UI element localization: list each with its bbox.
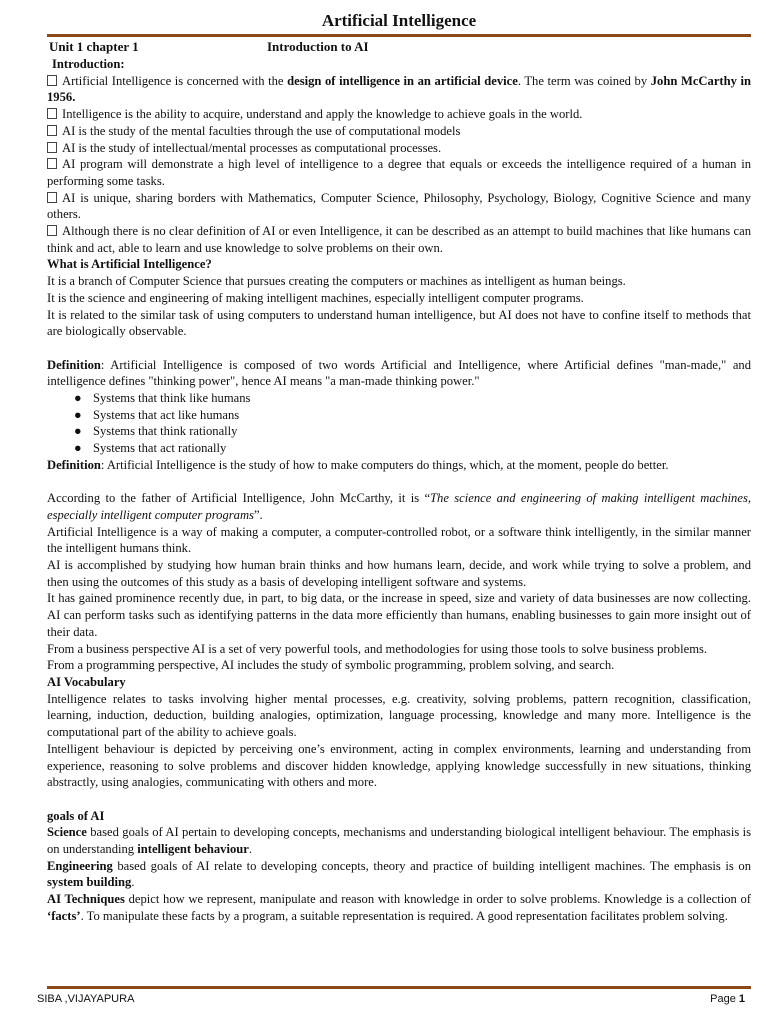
intro-bullet: AI is unique, sharing borders with Mathematics, Computer Science, Philosophy, Psychology, Biology, Cognitive Science and many others. [47,190,751,222]
document-body [47,56,751,925]
list-item: ● Systems that think like humans [74,391,251,406]
mccarthy-paragraph: According to the father of Artificial Intelligence, John McCarthy, it is “The science and engineering of making intelligent machines, especially intelligent computer programs”. [47,491,751,522]
paragraph: Artificial Intelligence is a way of making a computer, a computer-controlled robot, or a software think intelligently, in the similar manner the intelligent humans think. [47,524,751,556]
list-item: ● Systems that act like humans [74,407,240,422]
paragraph: It is a branch of Computer Science that pursues creating the computers or machines as intelligent as human beings. [47,274,626,289]
unit-label: Unit 1 chapter 1 [49,39,139,54]
checkbox-glyph-icon [47,125,57,136]
bullet-icon: ● [74,424,82,439]
bullet-icon: ● [74,407,82,422]
checkbox-glyph-icon [47,142,57,153]
intro-bullet: AI is the study of the mental faculties through the use of computational models [47,123,751,140]
spacer [47,340,751,357]
goals-heading: goals of AI [47,808,105,823]
science-paragraph: Science based goals of AI pertain to developing concepts, mechanisms and understanding biological intelligent behaviour. The emphasis is on understanding intelligent behaviour. [47,825,751,856]
paragraph: Intelligence relates to tasks involving higher mental processes, e.g. creativity, solving problems, pattern recognition, classification, learning, induction, deduction, building analogies, optimization, language processing, knowledge and many more. Intelligence is the computational part of the ability to achieve goals. [47,691,751,740]
paragraph: Intelligent behaviour is depicted by perceiving one’s environment, acting in complex environments, learning and understanding from experience, reasoning to solve problems and discover hidden knowledge, applying knowledge successfully in new situations, thinking abstractly, using analogies, communicating with others and more. [47,741,751,790]
footer-institution: SIBA ,VIJAYAPURA [37,993,135,1005]
list-item: ● Systems that act rationally [74,441,227,456]
definition-paragraph: Definition: Artificial Intelligence is the study of how to make computers do things, which, at the moment, people do better. [47,457,669,472]
paragraph: AI is accomplished by studying how human brain thinks and how humans learn, decide, and work while trying to solve a problem, and then using the outcomes of this study as a basis of developing intelligent software and systems. [47,558,751,589]
document-title: Artificial Intelligence [321,11,477,30]
chapter-title: Introduction to AI [267,39,369,54]
intro-bullet: Intelligence is the ability to acquire, understand and apply the knowledge to achieve goals in the world. [47,106,751,123]
paragraph: It is related to the similar task of using computers to understand human intelligence, but AI does not have to confine itself to methods that are biologically observable. [47,307,751,339]
intro-bullet: Although there is no clear definition of AI or even Intelligence, it can be described as an attempt to build machines that like humans can think and act, able to learn and use knowledge to solve problems on their own. [47,224,751,255]
engineering-paragraph: Engineering based goals of AI relate to developing concepts, theory and practice of building intelligent machines. The emphasis is on system building. [47,858,751,890]
bullet-icon: ● [74,441,82,456]
vocab-heading: AI Vocabulary [47,674,126,689]
bullet-icon: ● [74,391,82,406]
intro-bullet: AI program will demonstrate a high level of intelligence to a degree that equals or exceeds the intelligence required of a human in performing some tasks. [47,157,751,188]
checkbox-glyph-icon [47,225,57,236]
page-number: Page 1 [710,993,745,1005]
techniques-paragraph: AI Techniques depict how we represent, manipulate and reason with knowledge in order to solve problems. Knowledge is a collection of ‘facts’. To manipulate these facts by a program, a suitable representation is required. A good representation facilitates problem solving. [47,892,751,923]
checkbox-glyph-icon [47,158,57,169]
intro-bullet: AI is the study of intellectual/mental processes as computational processes. [47,140,751,157]
checkbox-glyph-icon [47,192,57,203]
intro-heading: Introduction: [52,57,125,71]
systems-list [47,390,751,457]
list-item: ● Systems that think rationally [74,424,238,439]
checkbox-glyph-icon [47,108,57,119]
definition-paragraph: Definition: Artificial Intelligence is composed of two words Artificial and Intelligence, where Artificial defines "man-made," and intelligence defines "thinking power", hence AI means "a man-made thinking power." [47,357,751,389]
paragraph: From a business perspective AI is a set of very powerful tools, and methodologies for using those tools to solve business problems. [47,641,708,656]
paragraph: It is the science and engineering of making intelligent machines, especially intelligent computer programs. [47,290,584,305]
header-rule [47,34,751,37]
what-heading: What is Artificial Intelligence? [47,257,212,272]
paragraph: It has gained prominence recently due, in part, to big data, or the increase in speed, size and variety of data businesses are now collecting. AI can perform tasks such as identifying patterns in the data more efficiently than humans, enabling businesses to gain more insight out of their data. [47,591,751,639]
checkbox-glyph-icon [47,75,57,86]
paragraph: From a programming perspective, AI includes the study of symbolic programming, problem solving, and search. [47,658,615,673]
intro-bullet: Artificial Intelligence is concerned with the design of intelligence in an artificial device. The term was coined by John McCarthy in 1956. [47,73,751,105]
footer-rule [47,986,751,989]
spacer [47,791,751,808]
spacer [47,474,751,491]
